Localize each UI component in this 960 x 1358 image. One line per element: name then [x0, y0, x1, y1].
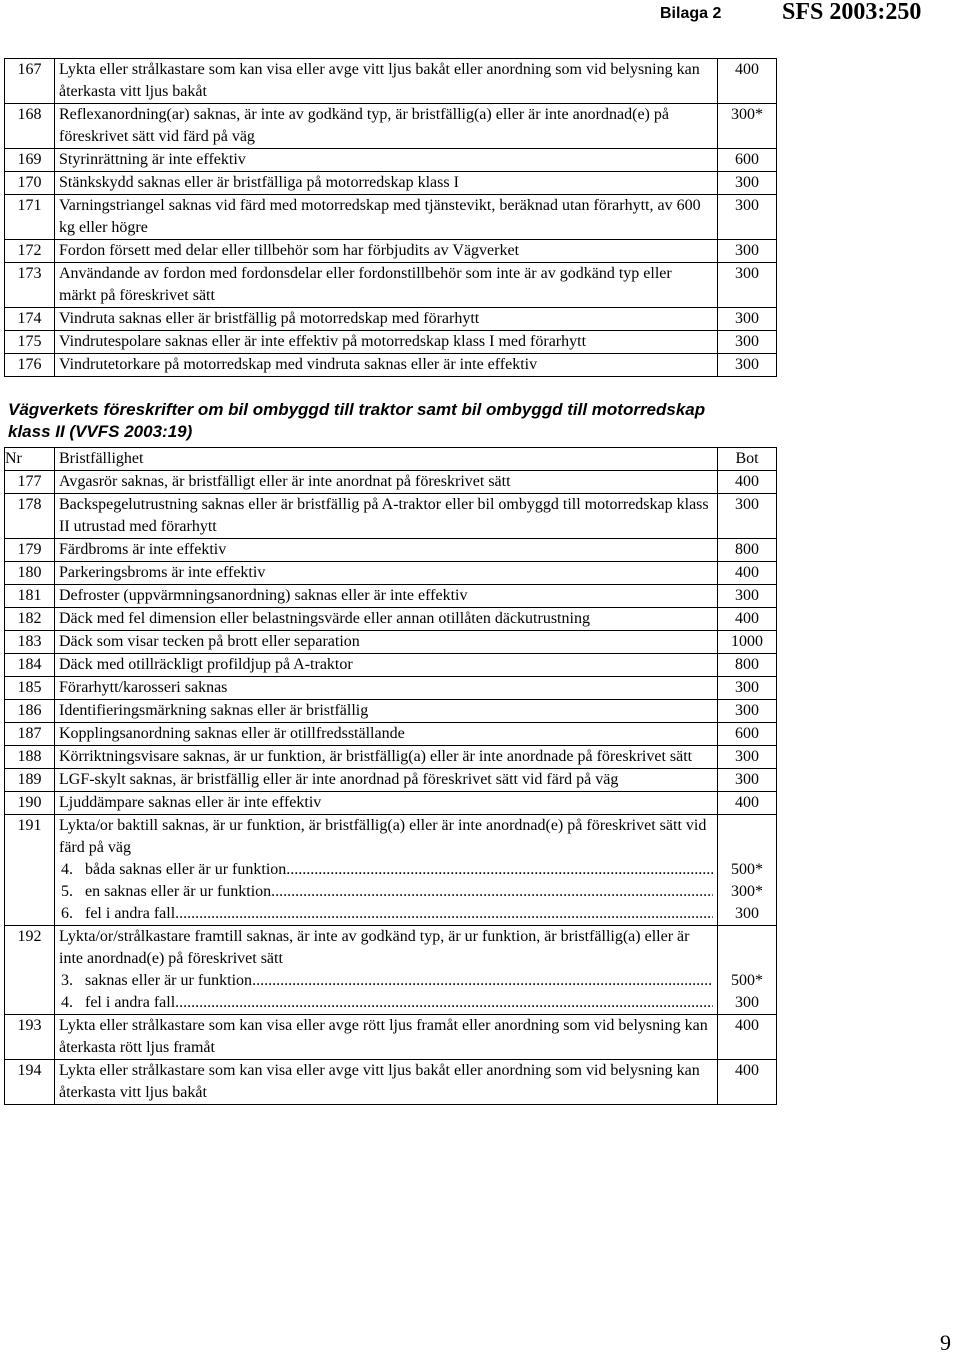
row-description: Reflexanordning(ar) saknas, är inte av godkänd typ, är bristfällig(a) eller är inte anordnad(e) på föreskrivet sätt vid färd på väg [55, 104, 718, 149]
row-fine: 300* [718, 104, 777, 149]
table-row [5, 195, 777, 240]
table-row [5, 172, 777, 195]
row-fine: 300 [718, 263, 777, 308]
row-description: Kopplingsanordning saknas eller är otillfredsställande [55, 723, 718, 746]
row-number: 192 [5, 926, 55, 1015]
table-row [5, 104, 777, 149]
table-row [5, 354, 777, 377]
row-fine: 400 [718, 471, 777, 494]
table-row [5, 308, 777, 331]
row-fine: 400 [718, 1015, 777, 1060]
row-number: 171 [5, 195, 55, 240]
row-number: 180 [5, 562, 55, 585]
row-description: Defroster (uppvärmningsanordning) saknas eller är inte effektiv [55, 585, 718, 608]
sub-item-fine: 300 [735, 905, 759, 922]
row-fine: 800 [718, 654, 777, 677]
row-description-text: Lykta/or/strålkastare framtill saknas, är inte av godkänd typ, är ur funktion, är bristfällig(a) eller är inte anordnad(e) på föreskrivet sätt [59, 928, 690, 967]
table-row [5, 494, 777, 539]
row-number: 167 [5, 59, 55, 104]
row-description: Varningstriangel saknas vid färd med motorredskap med tjänstevikt, beräknad utan förarhytt, av 600 kg eller högre [55, 195, 718, 240]
row-fine: 300 [718, 354, 777, 377]
table-row [5, 608, 777, 631]
table-row [5, 654, 777, 677]
row-description: Fordon försett med delar eller tillbehör som har förbjudits av Vägverket [55, 240, 718, 263]
row-description: Parkeringsbroms är inte effektiv [55, 562, 718, 585]
table-row [5, 792, 777, 815]
table-row [5, 1060, 777, 1105]
row-fine-spacer [718, 948, 776, 970]
row-number: 178 [5, 494, 55, 539]
row-number: 191 [5, 815, 55, 926]
fines-table-2 [4, 447, 777, 1105]
table-row [5, 562, 777, 585]
row-fine: 400 [718, 1060, 777, 1105]
sub-item-text: fel i andra fall [85, 905, 176, 922]
sub-item-text: båda saknas eller är ur funktion [85, 861, 287, 878]
row-fine: 400 [718, 562, 777, 585]
sub-item-number: 4. [61, 861, 73, 878]
row-description: Backspegelutrustning saknas eller är bristfällig på A-traktor eller bil ombyggd till motorredskap klass II utrustad med förarhytt [55, 494, 718, 539]
appendix-label: Bilaga 2 [660, 5, 722, 22]
row-fine: 600 [718, 149, 777, 172]
row-fine: 300 [718, 331, 777, 354]
row-number: 177 [5, 471, 55, 494]
row-number: 194 [5, 1060, 55, 1105]
row-description: Däck med otillräckligt profildjup på A-traktor [55, 654, 718, 677]
column-header-fine: Bot [718, 448, 777, 471]
table-row [5, 926, 777, 1015]
column-header-nr: Nr [5, 448, 55, 471]
row-fine: 400 [718, 59, 777, 104]
row-fine-spacer [718, 837, 776, 859]
row-description: Vindruta saknas eller är bristfällig på motorredskap med förarhytt [55, 308, 718, 331]
section-heading: Vägverkets föreskrifter om bil ombyggd till traktor samt bil ombyggd till motorredskap klass II (VVFS 2003:19) [8, 400, 706, 441]
row-description: LGF-skylt saknas, är bristfällig eller är inte anordnad på föreskrivet sätt vid färd på väg [55, 769, 718, 792]
row-fine: 300 [718, 308, 777, 331]
row-fine: 300 [718, 746, 777, 769]
row-number: 182 [5, 608, 55, 631]
row-number: 179 [5, 539, 55, 562]
row-description: Ljuddämpare saknas eller är inte effektiv [55, 792, 718, 815]
row-fine: 1000 [718, 631, 777, 654]
table-row [5, 769, 777, 792]
row-number: 168 [5, 104, 55, 149]
row-description [55, 815, 718, 926]
sub-item-fine: 300 [735, 994, 759, 1011]
table-row [5, 149, 777, 172]
row-fine: 800 [718, 539, 777, 562]
sub-item-number: 6. [61, 905, 73, 922]
row-fine: 300 [718, 769, 777, 792]
row-fine-spacer [718, 815, 776, 837]
sub-item-text: en saknas eller är ur funktion [85, 883, 272, 900]
sub-item-text: saknas eller är ur funktion [85, 972, 253, 989]
sub-item-number: 4. [61, 994, 73, 1011]
table-row [5, 1015, 777, 1060]
row-number: 184 [5, 654, 55, 677]
row-fine [718, 815, 777, 926]
fines-table-1-body [5, 59, 777, 377]
row-description: Styrinrättning är inte effektiv [55, 149, 718, 172]
row-number: 176 [5, 354, 55, 377]
row-description: Vindrutetorkare på motorredskap med vindruta saknas eller är inte effektiv [55, 354, 718, 377]
table-row [5, 331, 777, 354]
row-fine: 300 [718, 700, 777, 723]
table-row [5, 677, 777, 700]
sub-item-fine: 300* [731, 883, 763, 900]
row-fine: 300 [718, 585, 777, 608]
sub-item-number: 5. [61, 883, 73, 900]
row-number: 169 [5, 149, 55, 172]
row-description: Förarhytt/karosseri saknas [55, 677, 718, 700]
sub-item-text: fel i andra fall [85, 994, 176, 1011]
row-number: 172 [5, 240, 55, 263]
table-row [5, 240, 777, 263]
row-number: 185 [5, 677, 55, 700]
statute-number: SFS 2003:250 [782, 0, 922, 25]
row-description: Identifieringsmärkning saknas eller är bristfällig [55, 700, 718, 723]
sub-item [59, 992, 713, 1014]
sub-item-number: 3. [61, 972, 73, 989]
row-description: Stänkskydd saknas eller är bristfälliga på motorredskap klass I [55, 172, 718, 195]
table-row [5, 471, 777, 494]
dot-leader [252, 970, 713, 992]
dot-leader [286, 859, 713, 881]
row-number: 189 [5, 769, 55, 792]
row-fine-spacer [718, 926, 776, 948]
column-header-description: Bristfällighet [55, 448, 718, 471]
row-fine: 300 [718, 494, 777, 539]
table-row [5, 815, 777, 926]
row-fine: 300 [718, 172, 777, 195]
row-number: 175 [5, 331, 55, 354]
row-number: 170 [5, 172, 55, 195]
sub-item-fine: 500* [731, 861, 763, 878]
row-description: Däck som visar tecken på brott eller separation [55, 631, 718, 654]
row-number: 181 [5, 585, 55, 608]
row-description: Lykta eller strålkastare som kan visa eller avge vitt ljus bakåt eller anordning som vid belysning kan återkasta vitt ljus bakåt [55, 1060, 718, 1105]
table-row [5, 59, 777, 104]
sub-item-fine: 500* [731, 972, 763, 989]
row-fine: 600 [718, 723, 777, 746]
row-number: 187 [5, 723, 55, 746]
row-number: 173 [5, 263, 55, 308]
row-number: 188 [5, 746, 55, 769]
row-description [55, 926, 718, 1015]
dot-leader [175, 903, 713, 925]
row-description: Vindrutespolare saknas eller är inte effektiv på motorredskap klass I med förarhytt [55, 331, 718, 354]
page-number: 9 [940, 1330, 951, 1355]
row-number: 190 [5, 792, 55, 815]
row-description: Däck med fel dimension eller belastningsvärde eller annan otillåten däckutrustning [55, 608, 718, 631]
sub-item [59, 881, 713, 903]
table-row [5, 263, 777, 308]
row-description-text: Lykta/or baktill saknas, är ur funktion, är bristfällig(a) eller är inte anordnad(e) på föreskrivet sätt vid färd på väg [59, 817, 707, 856]
table-row [5, 585, 777, 608]
sub-item [59, 903, 713, 925]
table-row [5, 746, 777, 769]
row-description: Lykta eller strålkastare som kan visa eller avge rött ljus framåt eller anordning som vid belysning kan återkasta rött ljus framåt [55, 1015, 718, 1060]
row-number: 193 [5, 1015, 55, 1060]
table-row [5, 631, 777, 654]
dot-leader [271, 881, 713, 903]
row-fine: 400 [718, 792, 777, 815]
dot-leader [175, 992, 713, 1014]
row-number: 186 [5, 700, 55, 723]
fines-table-2-body [5, 471, 777, 1105]
row-number: 174 [5, 308, 55, 331]
row-fine [718, 926, 777, 1015]
table-row [5, 539, 777, 562]
row-description: Avgasrör saknas, är bristfälligt eller är inte anordnat på föreskrivet sätt [55, 471, 718, 494]
fines-table-1 [4, 58, 777, 377]
row-description: Färdbroms är inte effektiv [55, 539, 718, 562]
table-header-row [5, 448, 777, 471]
sub-item [59, 859, 713, 881]
row-number: 183 [5, 631, 55, 654]
row-fine: 300 [718, 195, 777, 240]
table-row [5, 723, 777, 746]
row-description: Lykta eller strålkastare som kan visa eller avge vitt ljus bakåt eller anordning som vid belysning kan återkasta vitt ljus bakåt [55, 59, 718, 104]
row-fine: 300 [718, 677, 777, 700]
table-row [5, 700, 777, 723]
row-description: Användande av fordon med fordonsdelar eller fordonstillbehör som inte är av godkänd typ eller märkt på föreskrivet sätt [55, 263, 718, 308]
row-fine: 400 [718, 608, 777, 631]
row-fine: 300 [718, 240, 777, 263]
row-description: Körriktningsvisare saknas, är ur funktion, är bristfällig(a) eller är inte anordnade på föreskrivet sätt [55, 746, 718, 769]
sub-item [59, 970, 713, 992]
